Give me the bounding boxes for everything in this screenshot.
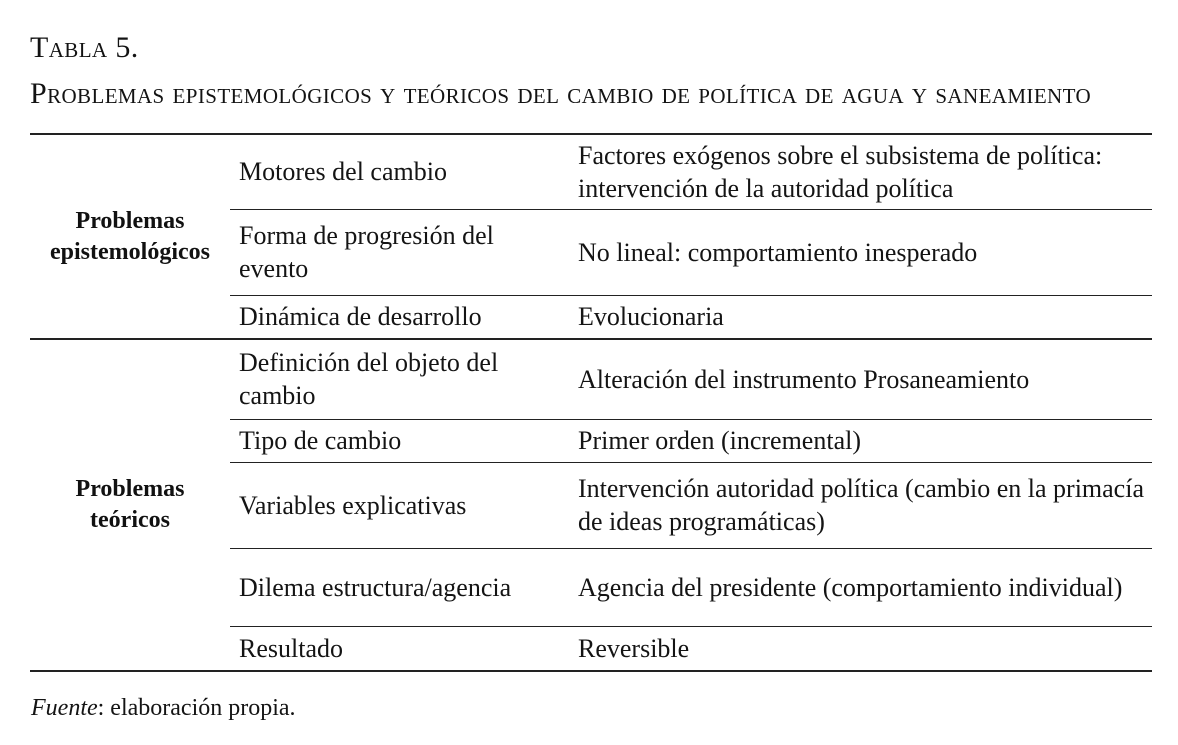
source-label: Fuente xyxy=(31,695,98,721)
table-number: Tabla 5. xyxy=(30,31,139,64)
table-row xyxy=(30,134,1152,209)
group-label-teoricos: Problemas teóricos xyxy=(30,339,230,671)
aspect-cell-forma-progresion: Forma de progresión del evento xyxy=(230,209,567,295)
aspect-cell-resultado: Resultado xyxy=(230,626,567,671)
value-cell-dinamica: Evolucionaria xyxy=(567,295,1152,339)
value-cell-variables: Intervención autoridad política (cambio en la primacía de ideas programáticas) xyxy=(567,462,1152,548)
table-caption xyxy=(30,25,1152,117)
source-note xyxy=(31,693,1152,723)
value-cell-motores: Factores exógenos sobre el subsistema de política: intervención de la autoridad política xyxy=(578,140,1103,203)
value-cell-resultado: Reversible xyxy=(567,626,1152,671)
value-cell-forma-progresion: No lineal: comportamiento inesperado xyxy=(567,209,1152,295)
value-cell-tipo-cambio: Primer orden (incremental) xyxy=(567,419,1152,462)
aspect-cell-tipo-cambio: Tipo de cambio xyxy=(230,419,567,462)
aspect-cell-definicion: Definición del objeto del cambio xyxy=(230,339,567,419)
aspect-cell-dinamica: Dinámica de desarrollo xyxy=(230,295,567,339)
group-label-epistemologicos: Problemas epistemológicos xyxy=(50,207,210,265)
source-text: : elaboración propia. xyxy=(97,695,296,721)
value-cell-definicion: Alteración del instrumento Prosaneamiento xyxy=(567,339,1152,419)
aspect-cell-dilema: Dilema estructura/agencia xyxy=(230,548,567,626)
table-title: Problemas epistemológicos y teóricos del cambio de política de agua y saneamiento xyxy=(30,77,1092,110)
value-cell-dilema: Agencia del presidente (comportamiento individual) xyxy=(567,548,1152,626)
table-row xyxy=(30,339,1152,419)
aspect-cell-motores: Motores del cambio xyxy=(239,157,447,187)
policy-change-table xyxy=(30,133,1152,672)
aspect-cell-variables: Variables explicativas xyxy=(230,462,567,548)
